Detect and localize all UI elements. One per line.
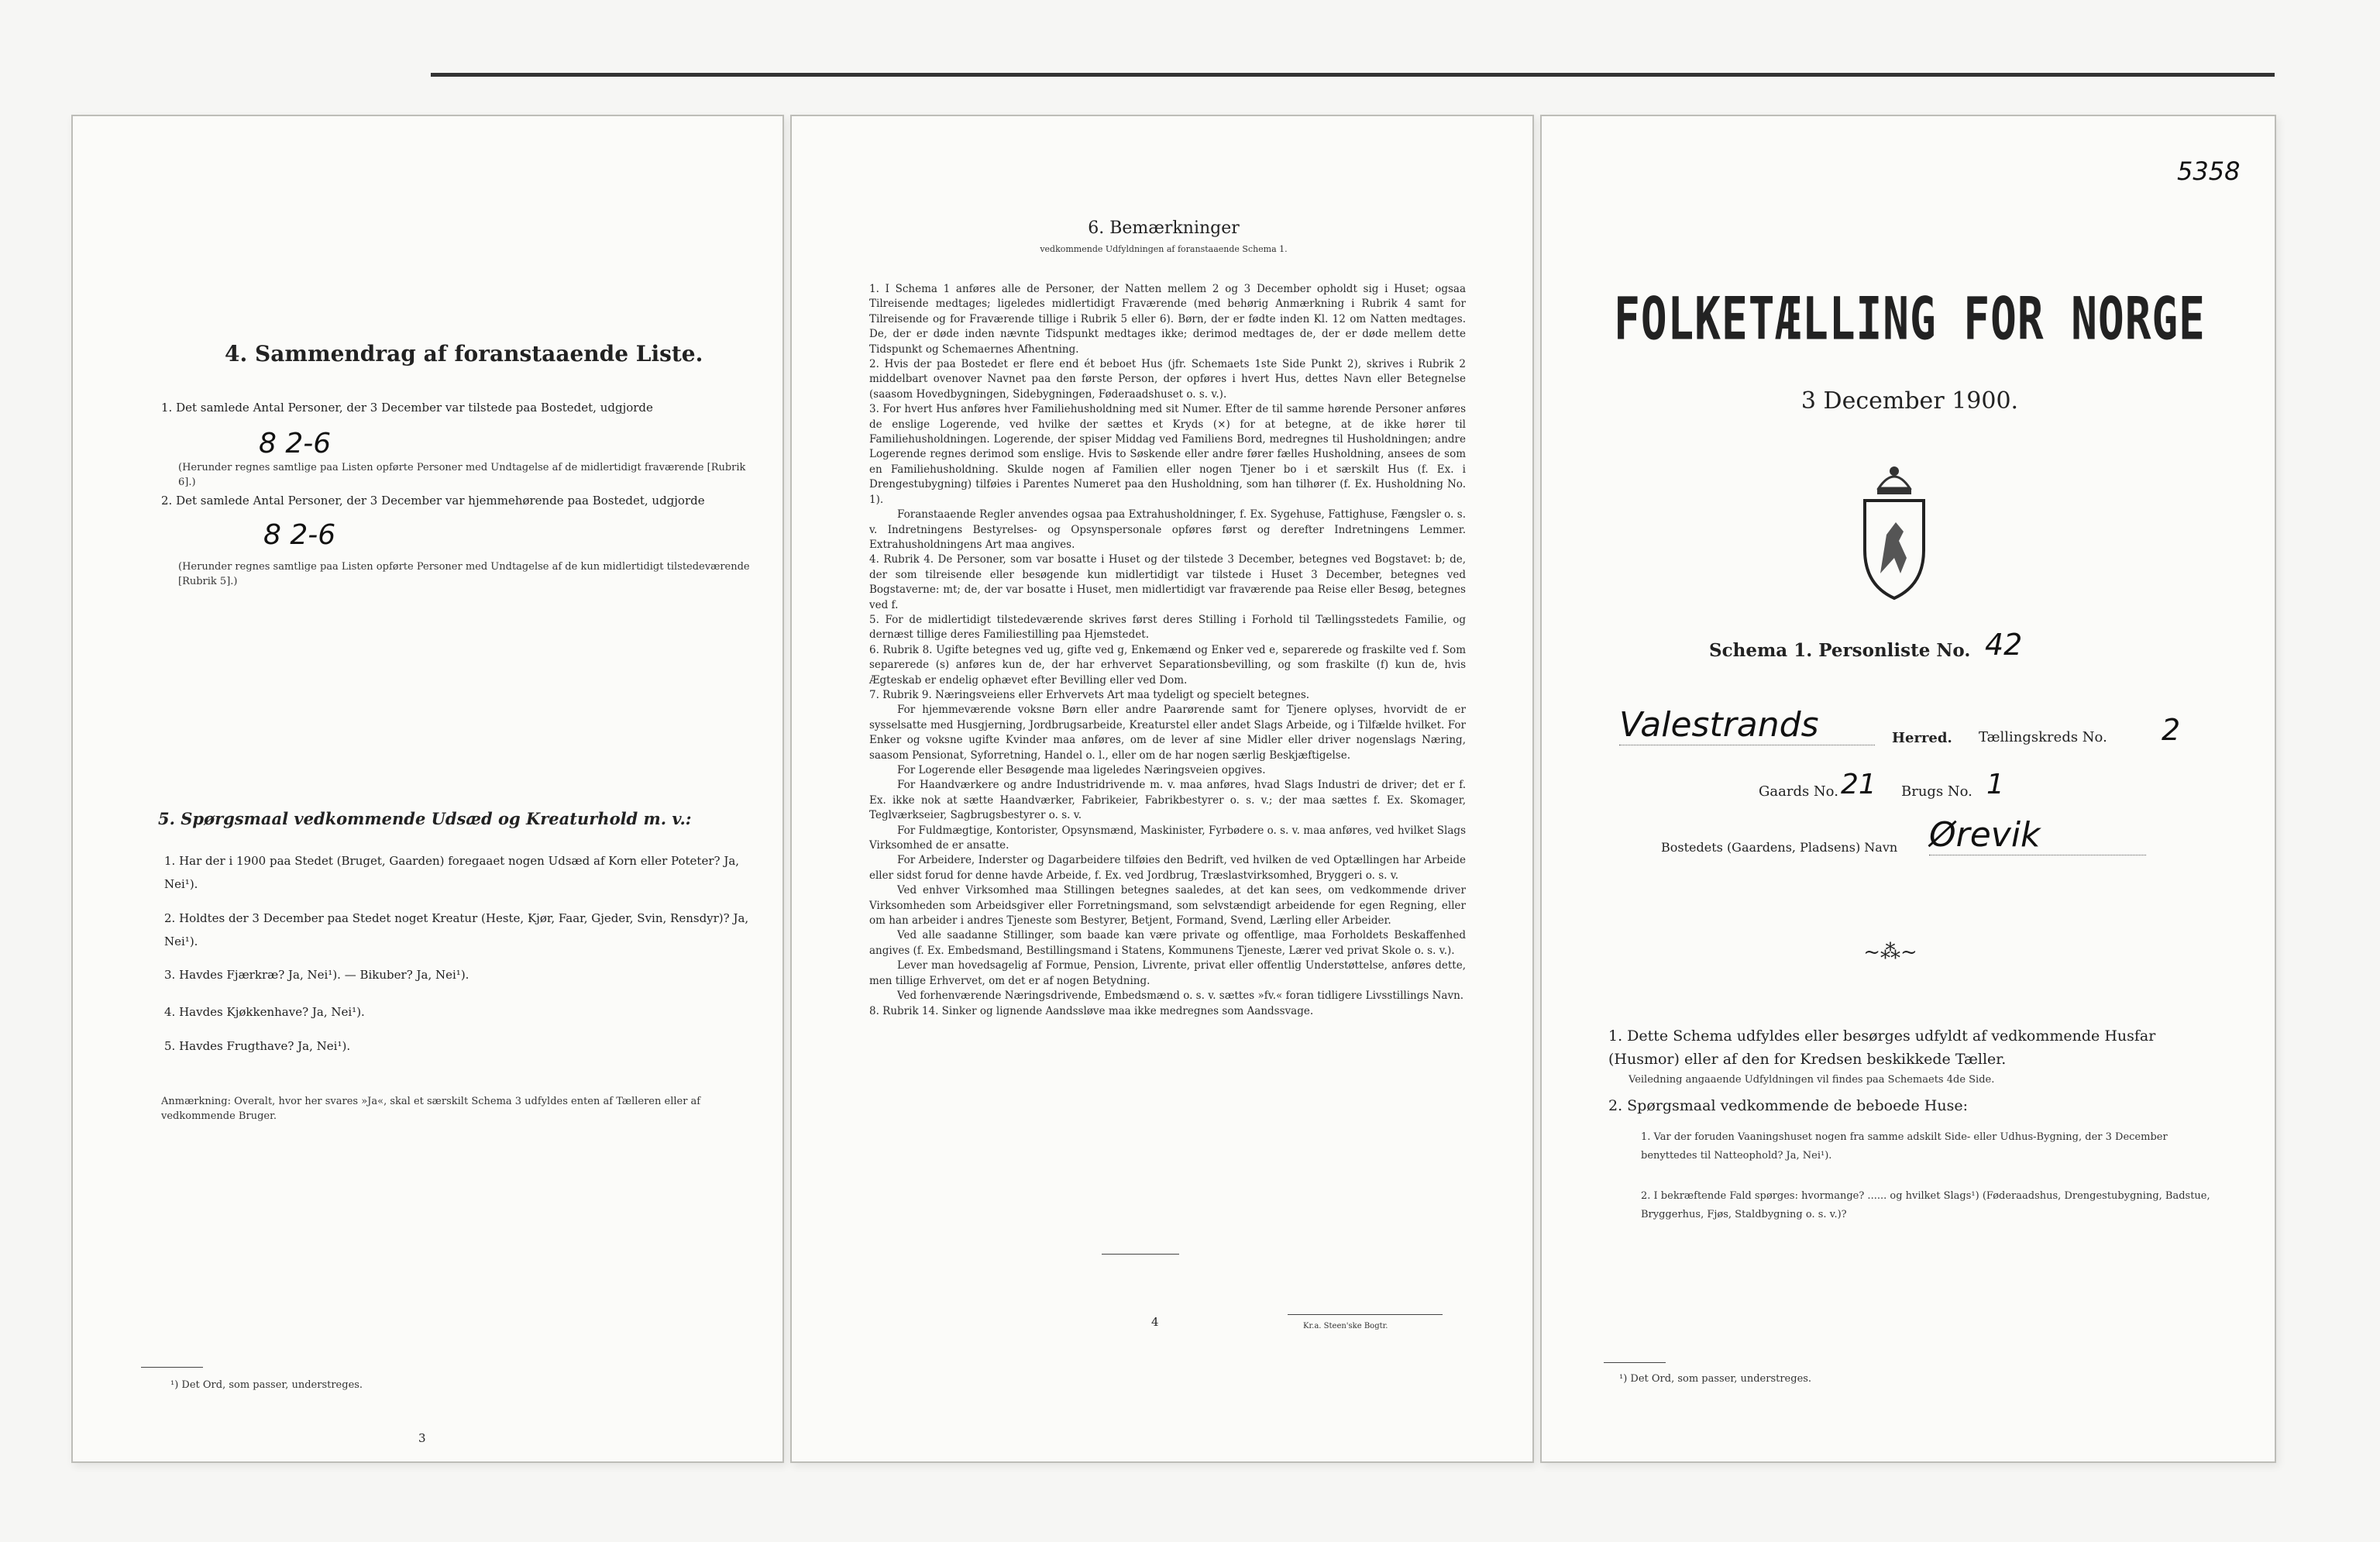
item1-note: (Herunder regnes samtlige paa Listen opførte Personer med Undtagelse af de midlertidigt fraværende [Rubrik 6].) [178, 462, 746, 488]
herred-label: Herred. [1892, 730, 1952, 746]
remark-paragraph: Ved forhenværende Næringsdrivende, Embedsmænd o. s. v. sættes »fv.« foran tidligere Livsstillings Navn. [897, 990, 1464, 1003]
bosted-label: Bostedets (Gaardens, Pladsens) Navn [1661, 840, 1898, 855]
remark-paragraph: 8. Rubrik 14. Sinker og lignende Aandssløve maa ikke medregnes som Aandssvage. [869, 1004, 1314, 1017]
main-title: FOLKETÆLLING FOR NORGE [1614, 285, 2206, 354]
instruction-1: 1. Dette Schema udfyldes eller besørges udfyldt af vedkommende Husfar (Husmor) eller af den for Kredsen beskikkede Tæller. [1608, 1027, 2156, 1068]
remarks-subtitle: vedkommende Udfyldningen af foranstaaende Schema 1. [1040, 244, 1288, 254]
top-rule [431, 73, 2275, 77]
gaards-value: 21 [1841, 769, 1876, 800]
printer-rule [1288, 1314, 1443, 1315]
item2-note: (Herunder regnes samtlige paa Listen opførte Personer med Undtagelse af de kun midlertidigt tilstedeværende [Rubrik 5].) [178, 561, 750, 587]
remark-paragraph: 4. Rubrik 4. De Personer, som var bosatte i Huset og der tilstede 3 December, betegnes ved Bogstavet: b; de, der som tilreisende eller besøgende kun midlertidigt var tilstede i Huset 3 December, betegnes ved Bogstaverne: mt; de, der var bosatte i Huset, men midlertidigt var fraværende paa Reise eller Besøg, betegnes ved f. [869, 553, 1466, 611]
remark-paragraph: 3. For hvert Hus anføres hver Familiehusholdning med sit Numer. Efter de til samme hørende Personer anføres de enslige Logerende, ved hvilke der sættes et Kryds (×) for at betegne, at de ikke hører til Familiehusholdningen. Logerende, der spiser Middag ved Familiens Bord, medregnes til Husholdningen; andre Logerende regnes derimod som enslige. Hvis to Søskende eller andre fører fælles Husholdning, ansees de som en Familiehusholdning. Skulde nogen af Familien eller nogen Tjener bo i et særskilt Hus (f. Ex. i Drengestubygning) tilføies i Parentes Numeret paa den Husholdning, som han tilhører (f. Ex. Husholdning No. 1). [869, 403, 1466, 506]
question-1: 1. Har der i 1900 paa Stedet (Bruget, Gaarden) foregaaet nogen Udsæd af Korn eller Poteter? Ja, Nei¹). [164, 854, 740, 891]
remark-paragraph: Ved enhver Virksomhed maa Stillingen betegnes saaledes, at det kan sees, om vedkommende driver Virksomheden som Arbeidsgiver eller Forretningsmand, som selvstændigt arbeidende for egen Regning, eller om han arbeider i andres Tjeneste som Bestyrer, Betjent, Formand, Svend, Lærling eller Arbeider. [869, 884, 1466, 928]
page-right [1540, 115, 2276, 1463]
question-4: 4. Havdes Kjøkkenhave? Ja, Nei¹). [164, 1005, 365, 1019]
remark-paragraph: 1. I Schema 1 anføres alle de Personer, der Natten mellem 2 og 3 December opholdt sig i Huset; ogsaa Tilreisende medtages; ligeledes midlertidigt Fraværende (med behørig Anmærkning i Rubrik 4 samt for Tilreisende og for Fraværende tillige i Rubrik 5 eller 6). Børn, der er fødte inden Kl. 12 om Natten medtages. De, der er døde inden nævnte Tidspunkt medtages ikke; derimod medtages de, der er døde mellem dette Tidspunkt og Schemaernes Afhentning. [869, 283, 1466, 356]
footnote-rule [1604, 1362, 1666, 1363]
schema-label: Schema 1. Personliste No. [1709, 640, 1971, 661]
remark-paragraph: 7. Rubrik 9. Næringsveiens eller Erhvervets Art maa tydeligt og specielt betegnes. [869, 688, 1310, 701]
remark-paragraph: Lever man hovedsagelig af Formue, Pension, Livrente, privat eller offentlig Understøttelse, anføres dette, men tillige Erhvervet, om det er af nogen Betydning. [869, 959, 1466, 987]
item2-text: 2. Det samlede Antal Personer, der 3 December var hjemmehørende paa Bostedet, udgjorde [161, 494, 705, 508]
remark-paragraph: 2. Hvis der paa Bostedet er flere end ét beboet Hus (jfr. Schemaets 1ste Side Punkt 2), skrives i Rubrik 2 middelbart ovenover Navnet paa den første Person, der opføres i hvert Hus, dettes Navn eller Betegnelse (saasom Hovedbygningen, Sidebygningen, Føderaadshuset o. s. v.). [869, 358, 1466, 401]
remark-paragraph: Ved alle saadanne Stillinger, som baade kan være private og offentlige, maa Forholdets Beskaffenhed angives (f. Ex. Embedsmand, Bestillingsmand i Statens, Kommunens Tjeneste, Lærer ved privat Skole o. s. v.). [869, 929, 1466, 957]
divider [1102, 1254, 1179, 1255]
remark-paragraph: For hjemmeværende voksne Børn eller andre Paarørende samt for Tjenere oplyses, hvorvidt de er sysselsatte med Husgjerning, Jordbrugsarbeide, Kreaturstel eller andet Slags Arbeide, og i Tilfælde hvilket. For Enker og voksne ugifte Kvinder maa anføres, om de lever af sine Midler eller driver nogenslags Næring, saasom Pensionat, Syforretning, Handel o. l., eller om de har nogen særlig Beskjæftigelse. [869, 704, 1466, 762]
instruction-1-note: Veiledning angaaende Udfyldningen vil findes paa Schemaets 4de Side. [1629, 1074, 1995, 1086]
remarks-body [869, 282, 1466, 1019]
question-2: 2. Holdtes der 3 December paa Stedet noget Kreatur (Heste, Kjør, Faar, Gjeder, Svin, Rensdyr)? Ja, Nei¹). [164, 911, 749, 948]
footnote: ¹) Det Ord, som passer, understreges. [1619, 1373, 1812, 1385]
ornament-icon: ~⁂~ [1863, 941, 1917, 964]
kreds-value: 2 [2162, 713, 2181, 747]
question-5: 5. Havdes Frugthave? Ja, Nei¹). [164, 1039, 351, 1053]
instruction-2-question-2: 2. I bekræftende Fald spørges: hvormange? ...... og hvilket Slags¹) (Føderaadshus, Drengestubygning, Badstue, Bryggerhus, Fjøs, Staldbygning o. s. v.)? [1641, 1190, 2210, 1220]
remark: Anmærkning: Overalt, hvor her svares »Ja«, skal et særskilt Schema 3 udfyldes enten af Tælleren eller af vedkommende Bruger. [161, 1096, 701, 1122]
page-number: 3 [418, 1431, 426, 1445]
page-left [71, 115, 784, 1463]
brugs-label: Brugs No. [1901, 783, 1972, 800]
item1-text: 1. Det samlede Antal Personer, der 3 December var tilstede paa Bostedet, udgjorde [161, 401, 653, 415]
remark-paragraph: For Fuldmægtige, Kontorister, Opsynsmænd, Maskinister, Fyrbødere o. s. v. maa anføres, ved hvilket Slags Virksomhed de er ansatte. [869, 824, 1466, 852]
item1-value: 8 2-6 [259, 428, 332, 460]
remark-paragraph: Foranstaaende Regler anvendes ogsaa paa Extrahusholdninger, f. Ex. Sygehuse, Fattighuse, Fængsler o. s. v. Indretningens Bestyrelses- og Opsynspersonale opføres først og derefter Indretningens Lemmer. Extrahusholdningens Art maa angives. [869, 508, 1466, 551]
remark-paragraph: For Arbeidere, Inderster og Dagarbeidere tilføies den Bedrift, ved hvilken de ved Optællingen har Arbeide eller sidst forud for denne havde Arbeide, f. Ex. ved Jordbrug, Træslastvirksomhed, Bryggeri o. s. v. [869, 854, 1466, 882]
page-number: 4 [1151, 1315, 1159, 1329]
remark-paragraph: 5. For de midlertidigt tilstedeværende skrives først deres Stilling i Forhold til Tællingsstedets Familie, og dernæst tillige deres Familiestilling paa Hjemstedet. [869, 613, 1466, 642]
remark-paragraph: 6. Rubrik 8. Ugifte betegnes ved ug, gifte ved g, Enkemænd og Enker ved e, separerede og fraskilte ved f. Som separerede (s) anføres kun de, der har erhvervet Separationsbevilling, og som fraskilte (f) kun de, hvis Ægteskab er endelig ophævet efter Bevilling eller ved Dom. [869, 643, 1466, 687]
remark-paragraph: For Haandværkere og andre Industridrivende m. v. maa anføres, hvad Slags Industri de driver; det er f. Ex. ikke nok at sætte Haandværker, Fabrikeier, Fabrikbestyrer o. s. v.; der maa sættes f. Ex. Skomager, Teglværkseier, Sagbrugsbestyrer o. s. v. [869, 779, 1466, 822]
footnote-rule [141, 1367, 203, 1368]
brugs-value: 1 [1986, 769, 2004, 800]
census-date: 3 December 1900. [1800, 387, 2019, 415]
schema-number: 42 [1985, 628, 2023, 662]
page-middle [790, 115, 1534, 1463]
herred-value: Valestrands [1619, 705, 1875, 745]
instruction-2-question-1: 1. Var der foruden Vaaningshuset nogen fra samme adskilt Side- eller Udhus-Bygning, der 3 December benyttedes til Natteophold? Ja, Nei¹). [1641, 1131, 2168, 1162]
instruction-2: 2. Spørgsmaal vedkommende de beboede Huse: [1608, 1097, 1968, 1114]
item2-value: 8 2-6 [263, 519, 336, 551]
section5-title: 5. Spørgsmaal vedkommende Udsæd og Kreaturhold m. v.: [158, 809, 692, 828]
remarks-title: 6. Bemærkninger [1088, 219, 1240, 238]
question-3: 3. Havdes Fjærkræ? Ja, Nei¹). — Bikuber? Ja, Nei¹). [164, 968, 469, 982]
kreds-label: Tællingskreds No. [1979, 729, 2107, 745]
corner-number: 5358 [2177, 157, 2241, 186]
printer-credit: Kr.a. Steen'ske Bogtr. [1303, 1322, 1388, 1330]
section4-title: 4. Sammendrag af foranstaaende Liste. [225, 341, 703, 367]
footnote: ¹) Det Ord, som passer, understreges. [170, 1379, 363, 1391]
gaards-label: Gaards No. [1759, 783, 1838, 800]
coat-of-arms-icon [1856, 457, 1933, 601]
remark-paragraph: For Logerende eller Besøgende maa ligeledes Næringsveien opgives. [897, 764, 1266, 776]
bosted-value: Ørevik [1929, 815, 2146, 855]
